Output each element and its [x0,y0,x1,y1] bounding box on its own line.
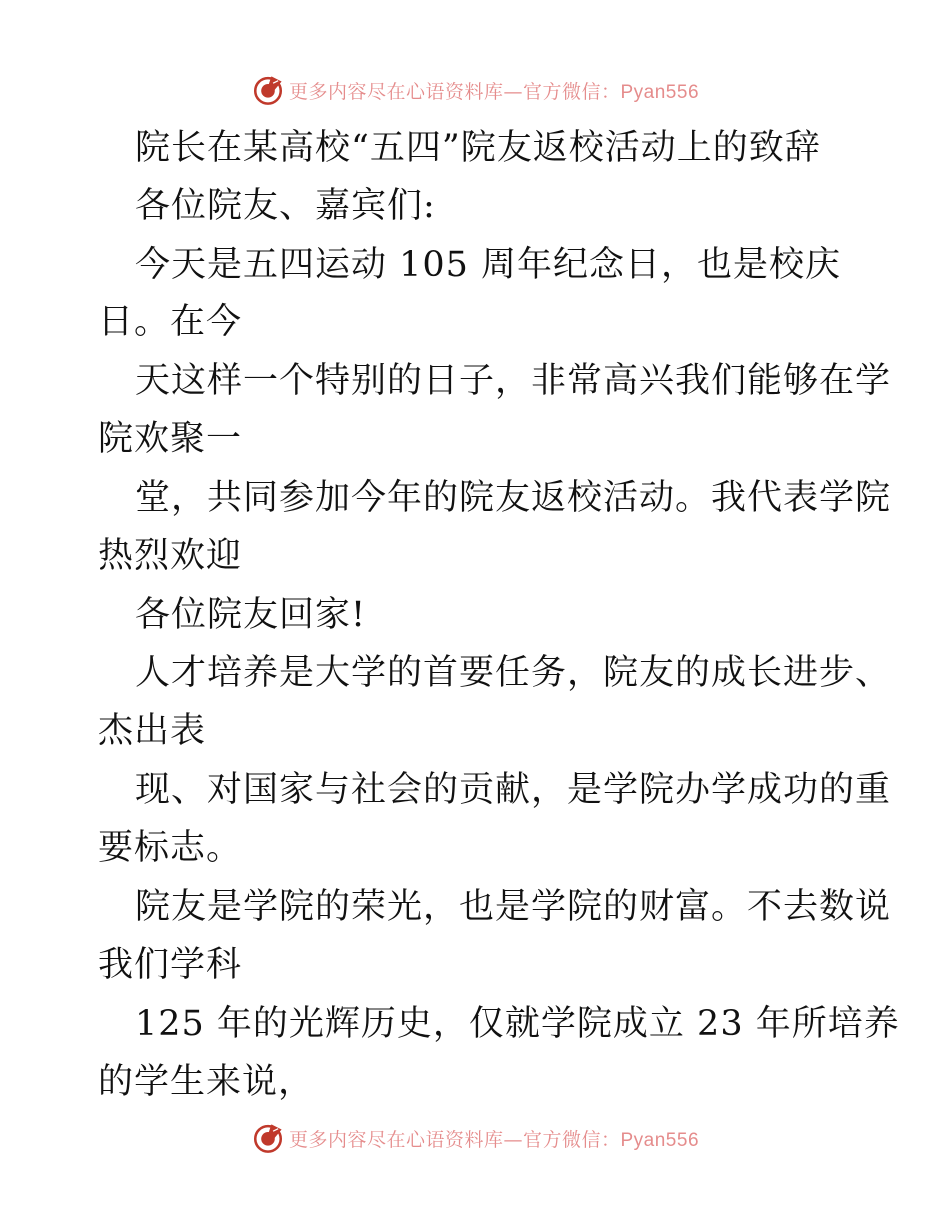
paragraph-line: 的学生来说， [98,1062,315,1102]
salutation: 各位院友、嘉宾们: [135,186,436,226]
paragraph-line: 日。在今 [98,302,243,342]
paragraph-line: 现、对国家与社会的贡献，是学院办学成功的重 [135,770,892,810]
header-banner-wechat-id: Pyan556 [620,81,700,103]
pen-nib-circle-icon [251,1121,285,1155]
paragraph-line: 125 年的光辉历史，仅就学院成立 23 年所培养 [135,1004,900,1044]
paragraph-line: 院欢聚一 [98,419,243,459]
paragraph-line: 我们学科 [98,945,243,985]
paragraph-line: 要标志。 [98,828,243,868]
footer-banner [0,1118,950,1158]
paragraph-line: 各位院友回家! [135,595,367,635]
footer-banner-wechat-id: Pyan556 [620,1129,700,1151]
document-title: 院长在某高校“五四”院友返校活动上的致辞 [135,128,821,168]
footer-banner-text [289,1125,699,1152]
paragraph-line: 热烈欢迎 [98,536,243,576]
paragraph-line: 人才培养是大学的首要任务，院友的成长进步、 [135,653,892,693]
paragraph-line: 今天是五四运动 105 周年纪念日，也是校庆 [135,245,842,285]
footer-banner-cn: 更多内容尽在心语资料库—官方微信： [288,1128,621,1151]
paragraph-line: 堂，共同参加今年的院友返校活动。我代表学院 [135,478,892,518]
header-banner-cn: 更多内容尽在心语资料库—官方微信： [288,80,621,103]
paragraph-line: 杰出表 [98,711,207,751]
paragraph-line: 天这样一个特别的日子，非常高兴我们能够在学 [135,361,892,401]
paragraph-line: 院友是学院的荣光，也是学院的财富。不去数说 [135,887,892,927]
